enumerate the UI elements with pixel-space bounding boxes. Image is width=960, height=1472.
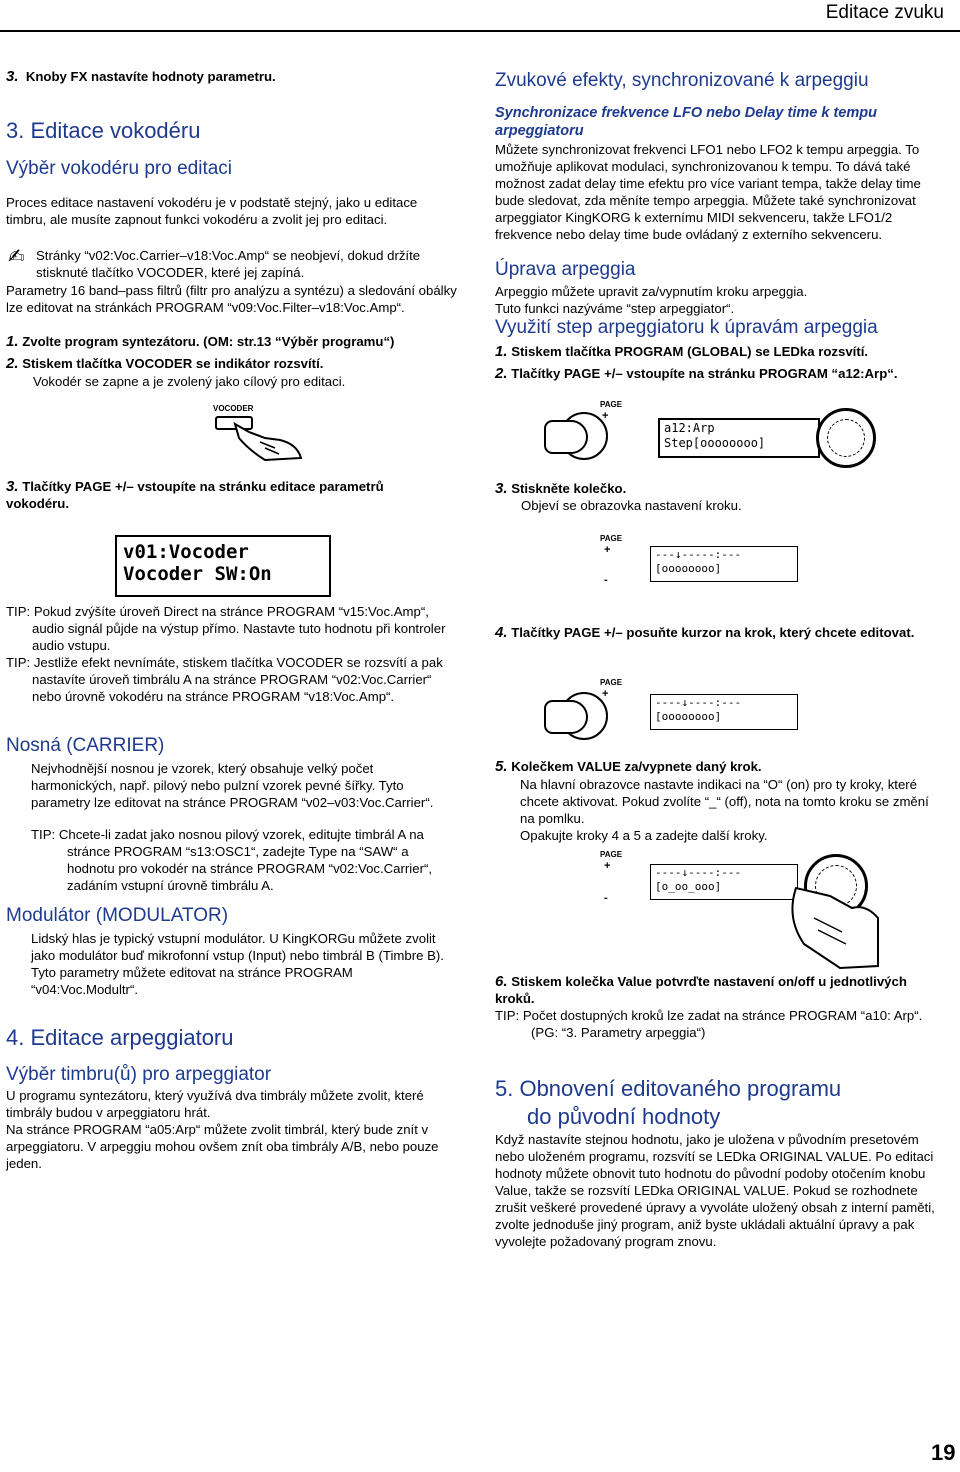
lcd-b-line-1: ---↓-----:--- (655, 548, 742, 561)
finger-icon (544, 420, 588, 454)
tip-2: TIP: Jestliže efekt nevnímáte, stiskem tlačítka VOCODER se rozsvítí a pak nastavíte úroveň timbrálu A na stránce PROGRAM “v02:Voc.Carrier“ nebo úrovně vokodéru na stránce PROGRAM “v18:Voc.Amp“. (6, 655, 443, 704)
modulator-para: Lidský hlas je typický vstupní modulátor. U KingKORGu můžete zvolit jako modulátor buď mikrofonní vstup (Input) nebo timbrál B (Timbre B). Tyto parametry můžete editovat na stránce PROGRAM “v04:Voc.Modultr“. (31, 931, 444, 997)
lcd-cursor-display (650, 694, 798, 730)
page-label-c: PAGE (600, 678, 623, 687)
finger-icon-c (544, 700, 588, 734)
section-5-title-line-2: do původní hodnoty (527, 1104, 721, 1129)
carrier-para: Nejvhodnější nosnou je vzorek, který obsahuje velký počet harmonických, např. pilový nebo pulzní vzorek pevné šířky. Tyto parametry lze editovat na stránce PROGRAM “v02–v03:Voc.Carrier“. (31, 761, 434, 810)
modulator-title: Modulátor (MODULATOR) (6, 905, 229, 926)
vocoder-intro-para: Proces editace nastavení vokodéru je v podstatě stejný, jako u editace timbru, ale musíte zapnout funkci vokodéru a zvolit jej pro editaci. (6, 195, 418, 227)
section-5-title-line-1: 5. Obnovení editovaného programu (495, 1076, 842, 1101)
arp-edit-title: Úprava arpeggia (495, 259, 636, 280)
illustration-step-screen (590, 532, 800, 592)
lcd-a-line-1: a12:Arp (664, 421, 715, 435)
section-5-title (495, 1075, 841, 1131)
section-3-title: 3. Editace vokodéru (6, 118, 201, 143)
page-header-title: Editace zvuku (825, 2, 944, 23)
sync-subtitle: Synchronizace frekvence LFO nebo Delay time k tempu arpeggiatoru (495, 105, 877, 139)
lcd-step-display (650, 546, 798, 582)
header-rule (0, 30, 960, 32)
fx-sync-title: Zvukové efekty, synchronizované k arpeggiu (495, 70, 869, 91)
step-1: 1. Zvolte program syntezátoru. (OM: str.13 “Výběr programu“) (6, 333, 395, 350)
illustration-a12-arp (540, 398, 870, 478)
page-plus-label: + (602, 410, 609, 422)
pencil-note-icon: ✍ (8, 246, 25, 268)
lcd-line-2: Vocoder SW:On (123, 563, 272, 585)
page-minus-label-b: - (604, 574, 608, 586)
sync-para: Můžete synchronizovat frekvenci LFO1 nebo LFO2 k tempu arpeggia. To umožňuje aplikovat modulaci, synchronizovanou k tempu. To dává také možnost zadat delay time efektu pro více variant tempa, takže delay time bude sledovat, zda měníte tempo arpeggia. Můžete také synchronizovat arpeggiator KingKORG k externímu MIDI sekvenceru, takže LFO1/2 frekvence nebo delay time bude ovládaný z externího sekvenceru. (495, 142, 921, 242)
step-3-page: 3. Tlačítky PAGE +/– vstoupíte na stránku editace parametrů vokodéru. (6, 478, 384, 511)
carrier-title: Nosná (CARRIER) (6, 735, 165, 756)
lcd-c-line-2: [oooooooo] (655, 710, 722, 723)
arp-para-2: Na stránce PROGRAM “a05:Arp“ můžete zvolit timbrál, který bude znít v arpeggiatoru. V arpeggiu mohou ovšem znít oba timbrály A/B, nebo pouze jeden. (6, 1122, 439, 1171)
page-label: PAGE (600, 400, 623, 409)
r-step-3: 3. Stiskněte kolečko. (495, 480, 627, 497)
lcd-a-line-2: Step[oooooooo] (664, 436, 766, 450)
arp-timbre-title: Výběr timbru(ů) pro arpeggiator (6, 1064, 272, 1085)
r-step-2: 2. Tlačítky PAGE +/– vstoupíte na stránku PROGRAM “a12:Arp“. (495, 365, 898, 382)
r-step-5-sub: Na hlavní obrazovce nastavte indikaci na “O“ (on) pro ty kroky, které chcete aktivovat. Pokud zvolíte “_“ (off), nota na tomto kroku se změní na pomlku. Opakujte kroky 4 a 5 a zadejte další kroky. (520, 777, 929, 843)
step-arp-title: Využití step arpeggiatoru k úpravám arpeggia (495, 317, 878, 338)
lcd-c-line-1: ----↓----:--- (655, 696, 742, 709)
page-label-d: PAGE (600, 850, 623, 859)
r-step-5: 5. Kolečkem VALUE za/vypnete daný krok. (495, 758, 762, 775)
carrier-tip: TIP: Chcete-li zadat jako nosnou pilový vzorek, editujte timbrál A na stránce PROGRAM “s13:OSC1“, zadejte Type na “SAW“ a hodnotu pro vokodér na stránce PROGRAM “v02:Voc.Carrier“, zadáním vstupní úrovně timbrálu A. (31, 827, 433, 893)
value-knob[interactable] (816, 408, 876, 468)
page-number: 19 (931, 1440, 956, 1465)
lcd-d-line-2: [o_oo_ooo] (655, 880, 722, 893)
step3-fx: 3. Knoby FX nastavíte hodnoty parametru. (6, 68, 276, 85)
section-4-title: 4. Editace arpeggiatoru (6, 1025, 234, 1050)
lcd-vocoder-display (115, 535, 331, 597)
lcd-d-line-1: ----↓----:--- (655, 866, 742, 879)
pressing-hand-icon (205, 402, 310, 462)
page-label-b: PAGE (600, 534, 623, 543)
arp-para-1: U programu syntezátoru, který využívá dva timbrály můžete zvolit, které timbrály budou v arpeggiatoru hrát. (6, 1088, 424, 1120)
page-plus-label-b: + (604, 544, 611, 556)
tip-1: TIP: Pokud zvýšíte úroveň Direct na stránce PROGRAM “v15:Voc.Amp“, audio signál půjde na výstup přímo. Nastavte tuto hodnotu při kontroler audio vstupu. (6, 604, 446, 653)
step-2: 2. Stiskem tlačítka VOCODER se indikátor rozsvítí. (6, 355, 324, 372)
lcd-line-1: v01:Vocoder (123, 541, 249, 563)
turning-hand-icon (590, 848, 880, 970)
r-step-6: 6. Stiskem kolečka Value potvrďte nastavení on/off u jednotlivých kroků. (495, 973, 907, 1006)
r-step-1: 1. Stiskem tlačítka PROGRAM (GLOBAL) se LEDka rozsvítí. (495, 343, 869, 360)
select-vocoder-title: Výběr vokodéru pro editaci (6, 158, 233, 179)
params-para: Parametry 16 band–pass filtrů (filtr pro analýzu a syntézu) a sledování obálky lze editovat na stránkách PROGRAM “v09:Voc.Filter–v18:Voc.Amp“. (6, 283, 457, 315)
lcd-b-line-2: [oooooooo] (655, 562, 722, 575)
r-step-6-tip: TIP: Počet dostupných kroků lze zadat na stránce PROGRAM “a10: Arp“. (PG: “3. Parametry arpeggia“) (495, 1008, 923, 1040)
lcd-a12-display (658, 418, 820, 458)
vocoder-button-illustration (205, 402, 310, 462)
vocoder-button-label: VOCODER (213, 404, 254, 413)
note-pages: Stránky “v02:Voc.Carrier–v18:Voc.Amp“ se neobjeví, dokud držíte stisknuté tlačítko VOCODER, které jej zapíná. (36, 248, 421, 280)
illustration-value-knob (590, 848, 880, 970)
page-plus-label-d: + (604, 860, 611, 872)
r-step-3-sub: Objeví se obrazovka nastavení kroku. (521, 498, 742, 513)
page-minus-label-d: - (604, 892, 608, 904)
arp-edit-para: Arpeggio můžete upravit za/vypnutím kroku arpeggia. Tuto funkci nazýváme “step arpeggiator“. (495, 284, 808, 316)
section-5-para: Když nastavíte stejnou hodnotu, jako je uložena v původním presetovém nebo uloženém programu, rozsvítí se LEDka ORIGINAL VALUE. Po editaci hodnoty můžete obnovit tuto hodnotu do původní podoby otočením knobu Value, takže se rozsvítí LEDka ORIGINAL VALUE. Pokud se rozhodnete zrušit veškeré provedené úpravy a vyvoláte uložený obsah z interní paměti, zvolte jednoduše jiný program, aniž byste ukládali aktuální úpravy a pak vyvolejte požadovaný program znovu. (495, 1132, 935, 1249)
r-step-4: 4. Tlačítky PAGE +/– posuňte kurzor na krok, který chcete editovat. (495, 624, 915, 641)
illustration-cursor-move (540, 676, 800, 746)
page-plus-label-c: + (602, 688, 609, 700)
step-2-sub: Vokodér se zapne a je zvolený jako cílový pro editaci. (33, 374, 346, 389)
